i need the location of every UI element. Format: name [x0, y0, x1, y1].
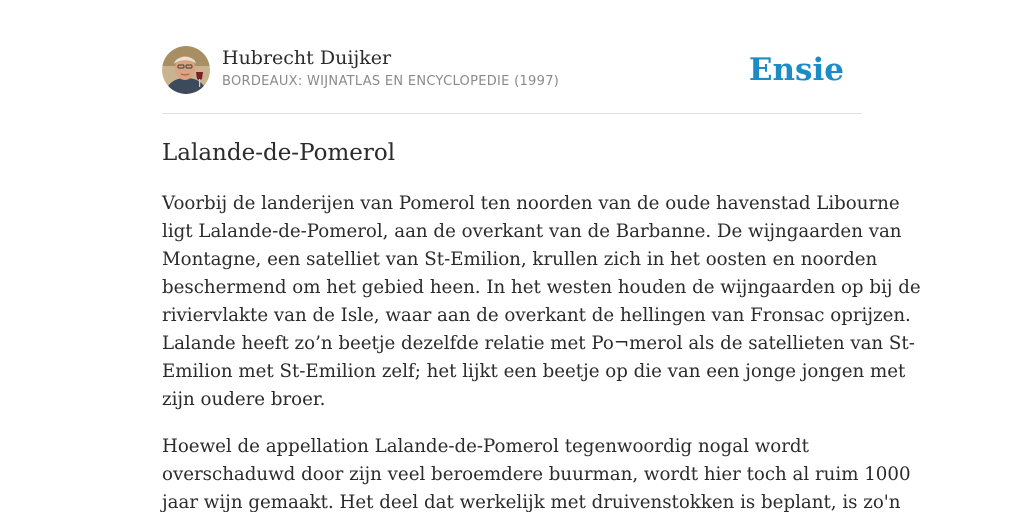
paragraph-line: riviervlakte van de Isle, waar aan de overkant de hellingen van Fronsac oprijzen.	[162, 305, 911, 326]
paragraph	[162, 433, 911, 512]
article-body	[162, 190, 921, 512]
paragraph	[162, 190, 921, 414]
author-name[interactable]: Hubrecht Duijker	[222, 47, 392, 69]
ensie-logo[interactable]: Ensie	[748, 52, 844, 88]
paragraph-line: overschaduwd door zijn veel beroemdere buurman, wordt hier toch al ruim 1000	[162, 464, 911, 485]
header-divider	[162, 113, 862, 114]
author-avatar[interactable]	[162, 46, 210, 94]
source-title[interactable]: BORDEAUX: WIJNATLAS EN ENCYCLOPEDIE (1997)	[222, 74, 560, 89]
paragraph-line: Emilion met St-Emilion zelf; het lijkt een beetje op die van een jonge jongen met	[162, 361, 906, 382]
article-header	[162, 46, 862, 96]
paragraph-line: jaar wijn gemaakt. Het deel dat werkelijk met druivenstokken is beplant, is zo'n	[162, 492, 901, 512]
paragraph-line: zijn oudere broer.	[162, 389, 326, 410]
paragraph-line: Voorbij de landerijen van Pomerol ten noorden van de oude havenstad Libourne	[162, 193, 900, 214]
paragraph-line: Montagne, een satelliet van St-Emilion, krullen zich in het oosten en noorden	[162, 249, 878, 270]
paragraph-line: Hoewel de appellation Lalande-de-Pomerol tegenwoordig nogal wordt	[162, 436, 809, 457]
author-portrait-icon	[162, 46, 210, 94]
paragraph-line: Lalande heeft zo’n beetje dezelfde relatie met Po¬merol als de satellieten van St-	[162, 333, 915, 354]
paragraph-line: ligt Lalande-de-Pomerol, aan de overkant van de Barbanne. De wijngaarden van	[162, 221, 902, 242]
article-title: Lalande-de-Pomerol	[162, 140, 396, 166]
paragraph-line: beschermend om het gebied heen. In het westen houden de wijngaarden op bij de	[162, 277, 921, 298]
